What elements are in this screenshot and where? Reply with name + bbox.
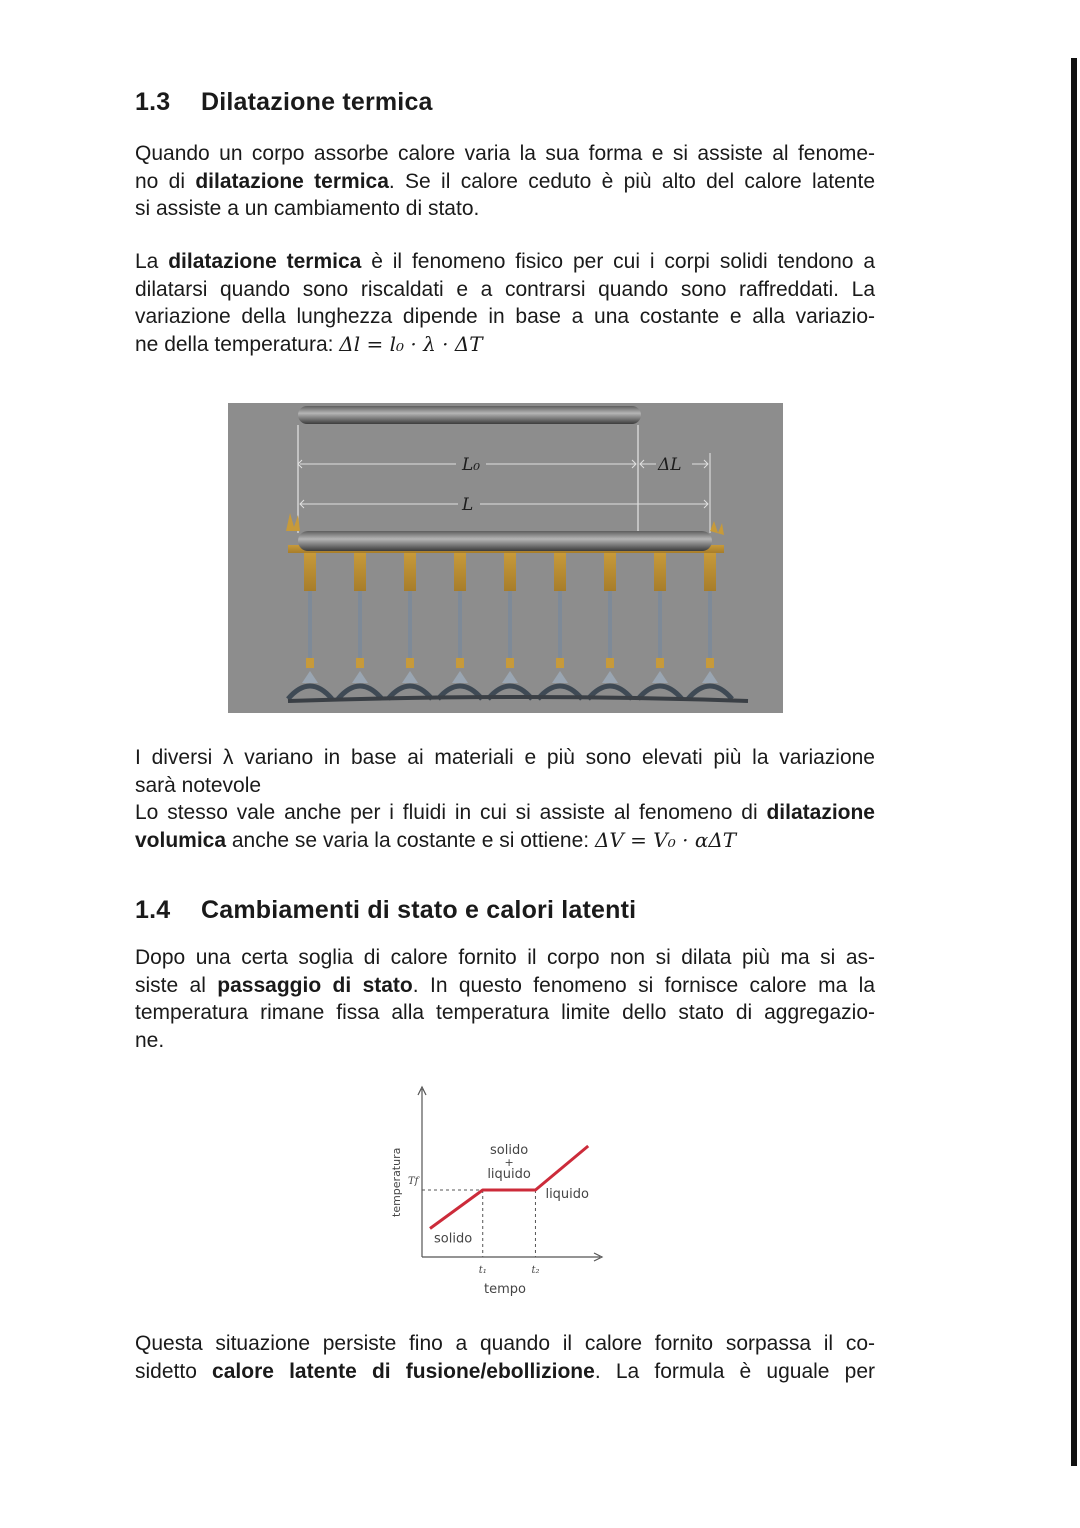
paragraph-intro [135,140,875,223]
page-edge [1071,58,1077,1466]
text-line: Questa situazione persiste fino a quando il calore fornito sorpassa il co- [135,1332,875,1355]
section-heading-1-4 [135,896,636,925]
bold-term: passaggio di stato [217,973,413,997]
text-line: ne. [135,1028,165,1052]
annotation-plateau-plus: + [504,1156,514,1169]
text-line: siste al passaggio di stato. In questo fenomeno si fornisce calore ma la [135,973,876,997]
text-line: ne della temperatura: Δl = l₀ · λ · ΔT [135,331,483,356]
text-line: no di dilatazione termica. Se il calore ceduto è più alto del calore latente [135,169,875,193]
phase-change-chart [380,1085,620,1305]
label-delta-l: ΔL [658,455,682,475]
section-heading-1-3 [135,88,433,117]
x-tick-t2: t₂ [531,1265,540,1276]
bold-term: calore latente di fusione/ebollizione [212,1359,595,1383]
x-axis-label: tempo [484,1282,526,1297]
annotation-plateau-solido: solido [490,1143,529,1158]
expanded-rod [298,531,712,551]
paragraph-definition [135,248,875,358]
bold-term: volumica [135,828,227,852]
paragraph-latent-heat [135,1330,875,1385]
bold-term: dilatazione termica [168,250,362,273]
x-tick-t1: t₁ [478,1265,487,1276]
text-line: Quando un corpo assorbe calore varia la sua forma e si assiste al fenome- [135,142,875,165]
text-line: si assiste a un cambiamento di stato. [135,197,480,220]
annotation-liquido: liquido [545,1187,590,1202]
bold-term: dilatazione termica [195,169,389,193]
y-tick-tf: Tf [408,1176,419,1187]
text-line: La dilatazione termica è il fenomeno fisico per cui i corpi solidi tendono a [135,250,876,273]
reference-rod [298,406,641,424]
text-line: Dopo una certa soglia di calore fornito il corpo non si dilata più ma si as- [135,946,875,969]
annotation-solido: solido [434,1231,473,1247]
bold-term: dilatazione [766,801,875,824]
formula-linear-expansion: Δl = l₀ · λ · ΔT [339,331,483,356]
text-line: variazione della lunghezza dipende in base a una costante e alla variazio- [135,305,875,328]
label-l: L [462,495,474,515]
text-line: sarà notevole [135,773,262,797]
text-line: volumica anche se varia la costante e si ottiene: ΔV = V₀ · αΔT [135,827,737,852]
formula-volumetric-expansion: ΔV = V₀ · αΔT [594,827,737,852]
text-line: Lo stesso vale anche per i fluidi in cui si assiste al fenomeno di dilatazione [135,801,875,824]
annotation-plateau-liquido: liquido [487,1167,531,1182]
text-line: sidetto calore latente di fusione/ebollizione. La formula è uguale per [135,1359,875,1383]
paragraph-state-change [135,944,875,1054]
section-number: 1.4 [135,896,171,924]
label-l0: L₀ [462,455,481,475]
rod-expansion-figure [228,403,783,713]
section-number: 1.3 [135,88,171,116]
section-title: Dilatazione termica [201,88,433,116]
text-line: dilatarsi quando sono riscaldati e a contrarsi quando sono raffreddati. La [135,277,875,301]
section-title: Cambiamenti di stato e calori latenti [201,896,637,924]
y-axis-label: temperatura [390,1147,403,1217]
text-line: temperatura rimane fissa alla temperatura limite dello stato di aggregazio- [135,1001,875,1024]
paragraph-lambda [135,744,875,854]
text-line: I diversi λ variano in base ai materiali e più sono elevati più la variazione [135,746,875,769]
